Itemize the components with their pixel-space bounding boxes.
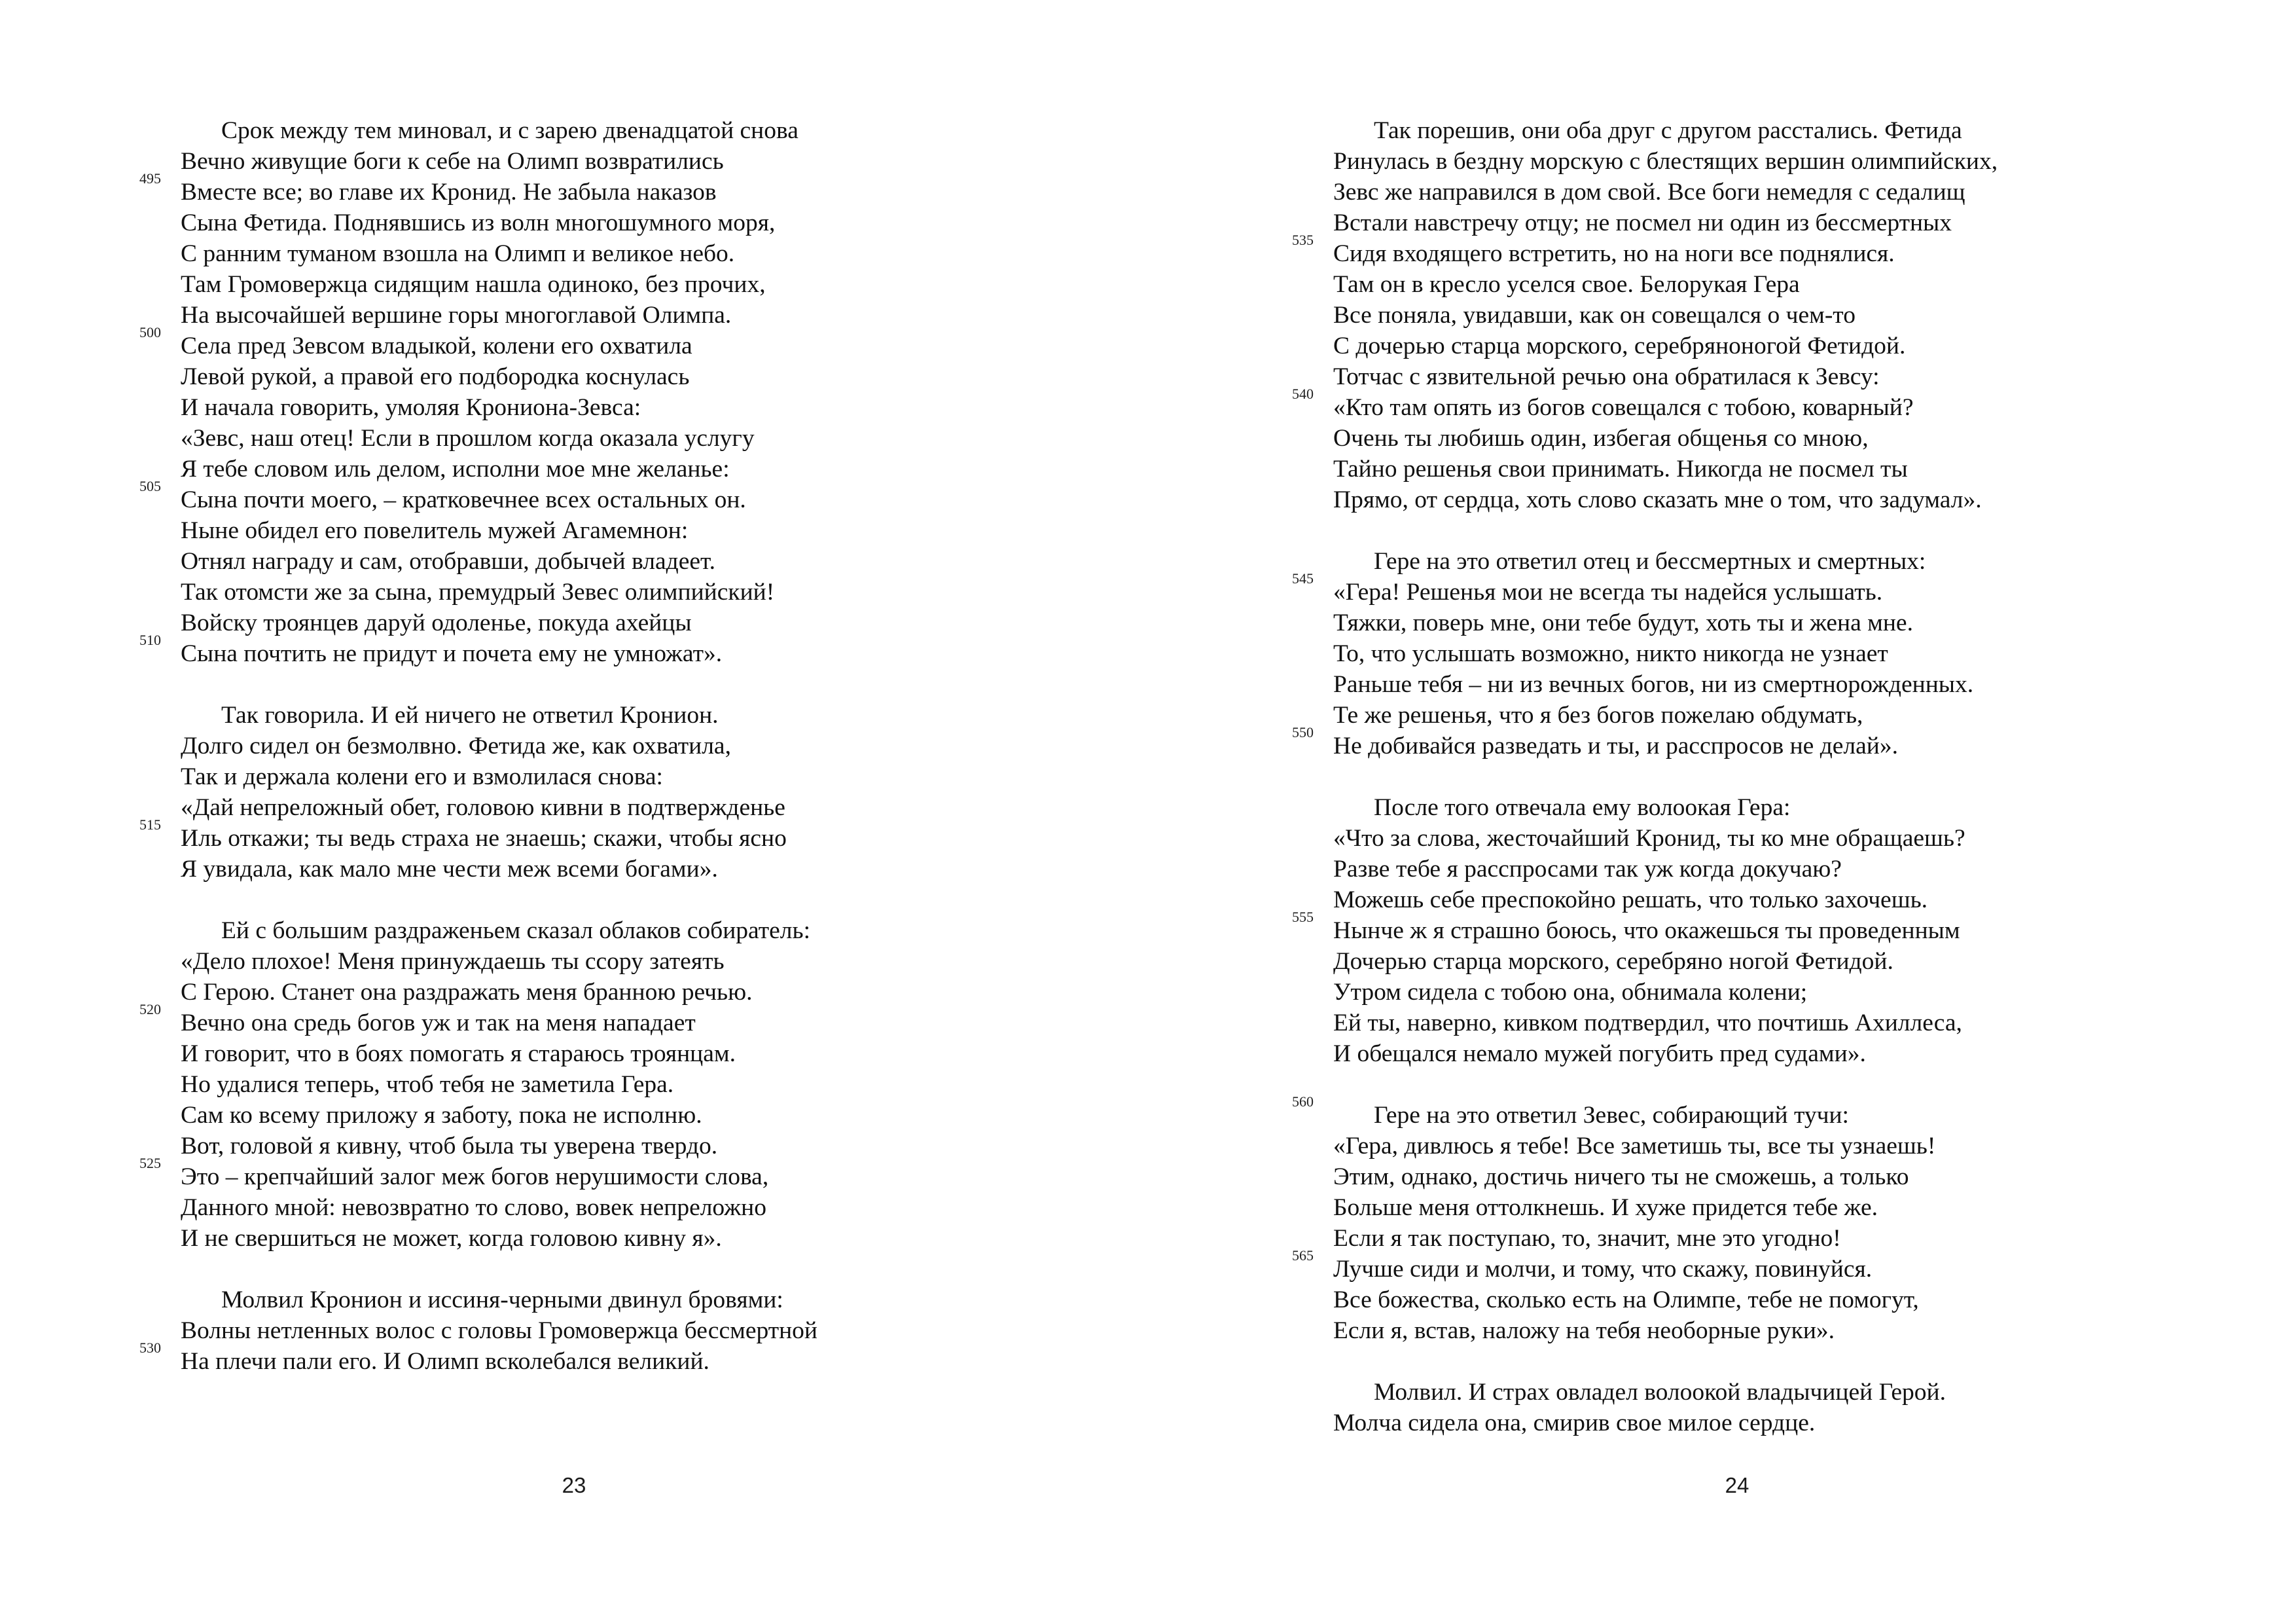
verse-line [1333, 884, 2236, 915]
verse-text: Все поняла, увидавши, как он совещался о чем-то [1333, 302, 1856, 329]
verse-text: Данного мной: невозвратно то слово, вовек непреложно [181, 1194, 766, 1221]
poem-text [139, 115, 1031, 1408]
verse-text: Тотчас с язвительной речью она обратилася к Зевсу: [1333, 363, 1880, 390]
verse-text: Ринулась в бездну морскую с блестящих вершин олимпийских, [1333, 148, 1998, 175]
stanza [1333, 1377, 2236, 1438]
verse-line [1333, 146, 2236, 177]
verse-line [1333, 208, 2236, 238]
verse-line [181, 731, 1031, 761]
line-number: 505 [139, 478, 161, 494]
verse-line [181, 915, 1031, 946]
verse-line [1333, 1315, 2236, 1346]
verse-line [181, 792, 1031, 823]
line-number: 510 [139, 632, 161, 648]
verse-line [181, 392, 1031, 423]
verse-line [181, 1315, 1031, 1346]
verse-line [1333, 977, 2236, 1008]
page-number: 24 [1725, 1473, 1749, 1497]
verse-text: Но удалися теперь, чтоб тебя не заметила Гера. [181, 1071, 674, 1098]
line-number: 545 [1292, 570, 1314, 587]
verse-text: Сидя входящего встретить, но на ноги все поднялися. [1333, 240, 1895, 267]
verse-line [181, 146, 1031, 177]
line-number: 500 [139, 324, 161, 340]
verse-text: «Зевс, наш отец! Если в прошлом когда оказала услугу [181, 425, 755, 452]
stanza [1292, 546, 2236, 761]
verse-text: Встали навстречу отцу; не посмел ни один из бессмертных [1333, 210, 1952, 236]
verse-line [139, 1340, 1031, 1377]
verse-text: Срок между тем миновал, и с зарею двенадцатой снова [221, 117, 798, 144]
verse-line [1333, 669, 2236, 700]
verse-line [181, 608, 1031, 638]
verse-line [1333, 1131, 2236, 1161]
line-number: 495 [139, 170, 161, 187]
verse-text: С Герою. Станет она раздражать меня бранною речью. [181, 979, 753, 1006]
verse-text: Левой рукой, а правой его подбородка коснулась [181, 363, 690, 390]
line-number: 550 [1292, 724, 1314, 740]
line-number: 560 [1292, 1093, 1314, 1110]
verse-text: С дочерью старца морского, серебряноногой Фетидой. [1333, 333, 1906, 359]
verse-text: И обещался немало мужей погубить пред судами». [1333, 1040, 1866, 1067]
verse-line [139, 324, 1031, 361]
verse-text: Вечно она средь богов уж и так на меня нападает [181, 1010, 696, 1036]
verse-line [181, 300, 1031, 331]
line-number: 530 [139, 1340, 161, 1356]
line-number: 515 [139, 816, 161, 833]
verse-line [181, 269, 1031, 300]
verse-line [181, 761, 1031, 792]
verse-line [181, 700, 1031, 731]
verse-line [1333, 1192, 2236, 1223]
stanza [1292, 115, 2236, 515]
verse-line [1292, 724, 2236, 761]
verse-line [1333, 608, 2236, 638]
verse-text: Ей ты, наверно, кивком подтвердил, что почтишь Ахиллеса, [1333, 1010, 1962, 1036]
verse-line [139, 1155, 1031, 1192]
verse-text: Очень ты любишь один, избегая общенья со мною, [1333, 425, 1869, 452]
verse-line [139, 478, 1031, 515]
verse-line [1333, 331, 2236, 361]
verse-line [181, 977, 1031, 1008]
line-number: 565 [1292, 1247, 1314, 1264]
verse-text: Вот, головой я кивну, чтоб была ты уверена твердо. [181, 1133, 718, 1159]
verse-text: С ранним туманом взошла на Олимп и великое небо. [181, 240, 735, 267]
verse-line [181, 946, 1031, 977]
verse-text: «Что за слова, жесточайший Кронид, ты ко мне обращаешь? [1333, 825, 1965, 852]
verse-line [1333, 638, 2236, 669]
verse-text: Дочерью старца морского, серебряно ногой Фетидой. [1333, 948, 1893, 975]
verse-text: Те же решенья, что я без богов пожелаю обдумать, [1333, 702, 1863, 729]
verse-text: Вечно живущие боги к себе на Олимп возвратились [181, 148, 724, 175]
verse-line [181, 1069, 1031, 1100]
verse-text: Так порешив, они оба друг с другом расстались. Фетида [1374, 117, 1962, 144]
verse-line [1333, 269, 2236, 300]
verse-text: Молвил. И страх овладел волоокой владычицей Герой. [1374, 1379, 1946, 1406]
line-number: 525 [139, 1155, 161, 1171]
page-number: 23 [562, 1473, 586, 1497]
verse-text: Там Громовержца сидящим нашла одиноко, без прочих, [181, 271, 766, 298]
verse-line [181, 454, 1031, 484]
stanza [139, 915, 1031, 1254]
verse-line [1333, 423, 2236, 454]
verse-text: «Гера, дивлюсь я тебе! Все заметишь ты, все ты узнаешь! [1333, 1133, 1936, 1159]
verse-line [1333, 546, 2236, 577]
verse-text: Я тебе словом иль делом, исполни мое мне желанье: [181, 456, 730, 483]
verse-text: Можешь себе преспокойно решать, что только захочешь. [1333, 886, 1928, 913]
verse-line [1333, 300, 2236, 331]
verse-line [1333, 454, 2236, 484]
verse-line [139, 170, 1031, 208]
verse-text: Гере на это ответил Зевес, собирающий тучи: [1374, 1102, 1849, 1129]
verse-text: Если я так поступаю, то, значит, мне это угодно! [1333, 1225, 1841, 1252]
verse-text: После того отвечала ему волоокая Гера: [1374, 794, 1791, 821]
verse-line [181, 423, 1031, 454]
verse-line [181, 546, 1031, 577]
verse-line [181, 577, 1031, 608]
verse-text: Волны нетленных волос с головы Громовержца бессмертной [181, 1317, 818, 1344]
verse-line [1333, 1408, 2236, 1438]
verse-text: Отнял награду и сам, отобравши, добычей владеет. [181, 548, 715, 575]
verse-text: На высочайшей вершине горы многоглавой Олимпа. [181, 302, 732, 329]
verse-line [1333, 792, 2236, 823]
right-page [1148, 0, 2296, 1623]
verse-text: Ныне обидел его повелитель мужей Агамемнон: [181, 517, 689, 544]
verse-text: Села пред Зевсом владыкой, колени его охватила [181, 333, 692, 359]
verse-text: «Дай непреложный обет, головою кивни в подтвержденье [181, 794, 785, 821]
verse-line [181, 361, 1031, 392]
verse-text: «Кто там опять из богов совещался с тобою, коварный? [1333, 394, 1914, 421]
verse-text: «Гера! Решенья мои не всегда ты надейся услышать. [1333, 579, 1883, 606]
verse-text: Так отомсти же за сына, премудрый Зевес олимпийский! [181, 579, 775, 606]
verse-line [1333, 1223, 2236, 1254]
verse-line [181, 1223, 1031, 1254]
verse-text: Молвил Кронион и иссиня-черными двинул бровями: [221, 1286, 783, 1313]
verse-line [1292, 386, 2236, 423]
verse-text: Зевс же направился в дом свой. Все боги немедля с седалищ [1333, 179, 1965, 206]
verse-line [139, 816, 1031, 854]
line-number: 520 [139, 1001, 161, 1017]
line-number: 535 [1292, 232, 1314, 248]
stanza [139, 1285, 1031, 1377]
verse-line [1292, 1093, 2236, 1131]
verse-text: Лучше сиди и молчи, и тому, что скажу, повинуйся. [1333, 1256, 1873, 1283]
verse-line [181, 208, 1031, 238]
verse-text: Тайно решенья свои принимать. Никогда не посмел ты [1333, 456, 1908, 483]
verse-line [181, 1192, 1031, 1223]
verse-line [1333, 1285, 2236, 1315]
verse-text: Сына почти моего, – кратковечнее всех остальных он. [181, 486, 746, 513]
verse-text: Так говорила. И ей ничего не ответил Кронион. [221, 702, 719, 729]
verse-text: То, что услышать возможно, никто никогда не узнает [1333, 640, 1888, 667]
verse-text: Я увидала, как мало мне чести меж всеми богами». [181, 856, 718, 883]
verse-text: Так и держала колени его и взмолилася снова: [181, 763, 663, 790]
verse-line [181, 515, 1031, 546]
verse-text: Нынче ж я страшно боюсь, что окажешься ты проведенным [1333, 917, 1960, 944]
verse-line [1333, 177, 2236, 208]
verse-text: Ей с большим раздраженьем сказал облаков собиратель: [221, 917, 810, 944]
verse-text: Разве тебе я расспросами так уж когда докучаю? [1333, 856, 1842, 883]
verse-text: Все божества, сколько есть на Олимпе, тебе не помогут, [1333, 1286, 1919, 1313]
verse-text: Там он в кресло уселся свое. Белорукая Гера [1333, 271, 1800, 298]
verse-text: Раньше тебя – ни из вечных богов, ни из смертнорожденных. [1333, 671, 1974, 698]
verse-line [1333, 1008, 2236, 1038]
verse-text: Тяжки, поверь мне, они тебе будут, хоть ты и жена мне. [1333, 610, 1913, 636]
verse-line [1333, 1161, 2236, 1192]
verse-line [181, 115, 1031, 146]
verse-line [181, 238, 1031, 269]
verse-text: Не добивайся разведать и ты, и расспросов не делай». [1333, 733, 1898, 759]
verse-line [1333, 946, 2236, 977]
verse-line [139, 1001, 1031, 1038]
verse-text: Сам ко всему приложу я заботу, пока не исполню. [181, 1102, 702, 1129]
verse-text: Вместе все; во главе их Кронид. Не забыла наказов [181, 179, 717, 206]
verse-line [1333, 115, 2236, 146]
verse-text: Больше меня оттолкнешь. И хуже придется тебе же. [1333, 1194, 1878, 1221]
verse-text: Если я, встав, наложу на тебя необорные руки». [1333, 1317, 1835, 1344]
line-number: 555 [1292, 909, 1314, 925]
verse-line [1292, 570, 2236, 608]
verse-text: Войску троянцев даруй одоленье, покуда ахейцы [181, 610, 692, 636]
verse-text: Иль откажи; ты ведь страха не знаешь; скажи, чтобы ясно [181, 825, 787, 852]
verse-line [181, 1038, 1031, 1069]
verse-line [1292, 1247, 2236, 1285]
verse-line [1333, 1038, 2236, 1069]
verse-line [181, 1285, 1031, 1315]
verse-text: Этим, однако, достичь ничего ты не сможешь, а только [1333, 1163, 1909, 1190]
verse-text: И начала говорить, умоляя Крониона-Зевса: [181, 394, 641, 421]
verse-text: Молча сидела она, смирив свое милое сердце. [1333, 1410, 1816, 1436]
stanza [139, 115, 1031, 669]
verse-text: И говорит, что в боях помогать я стараюсь троянцам. [181, 1040, 736, 1067]
verse-line [1292, 232, 2236, 269]
verse-line [181, 854, 1031, 884]
verse-text: «Дело плохое! Меня принуждаешь ты ссору затеять [181, 948, 725, 975]
verse-line [181, 1131, 1031, 1161]
verse-text: Гере на это ответил отец и бессмертных и смертных: [1374, 548, 1926, 575]
line-number: 540 [1292, 386, 1314, 402]
verse-line [1333, 484, 2236, 515]
verse-line [1333, 854, 2236, 884]
verse-line [1333, 700, 2236, 731]
verse-text: На плечи пали его. И Олимп всколебался великий. [181, 1348, 709, 1375]
verse-line [1333, 823, 2236, 854]
verse-text: Утром сидела с тобою она, обнимала колени; [1333, 979, 1808, 1006]
verse-line [181, 1100, 1031, 1131]
verse-text: Это – крепчайший залог меж богов нерушимости слова, [181, 1163, 769, 1190]
stanza [1292, 792, 2236, 1069]
verse-text: Сына Фетида. Поднявшись из волн многошумного моря, [181, 210, 776, 236]
stanza [1292, 1093, 2236, 1346]
verse-text: Прямо, от сердца, хоть слово сказать мне о том, что задумал». [1333, 486, 1982, 513]
verse-line [139, 632, 1031, 669]
verse-line [1333, 361, 2236, 392]
verse-text: И не свершиться не может, когда головою кивну я». [181, 1225, 722, 1252]
verse-line [1292, 909, 2236, 946]
verse-text: Сына почтить не придут и почета ему не умножат». [181, 640, 723, 667]
poem-text [1292, 115, 2236, 1469]
stanza [139, 700, 1031, 884]
verse-line [1333, 1377, 2236, 1408]
verse-text: Долго сидел он безмолвно. Фетида же, как охватила, [181, 733, 731, 759]
